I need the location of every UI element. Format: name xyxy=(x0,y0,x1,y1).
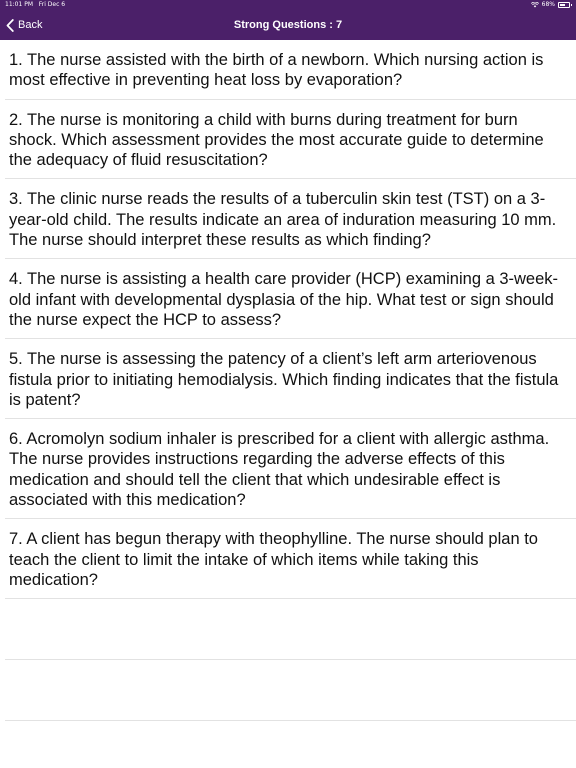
question-row-5[interactable]: 5. The nurse is assessing the patency of a client’s left arm arteriovenous fistula prior to initiating hemodialysis. Which finding indicates that the fistula is patent? xyxy=(0,339,576,419)
status-right xyxy=(531,0,570,10)
question-list xyxy=(0,40,576,721)
question-row-4[interactable]: 4. The nurse is assisting a health care provider (HCP) examining a 3-week-old infant with developmental dysplasia of the hip. What test or sign should the nurse expect the HCP to assess? xyxy=(0,259,576,339)
page-title: Strong Questions : 7 xyxy=(233,19,343,31)
question-row-6[interactable]: 6. Acromolyn sodium inhaler is prescribed for a client with allergic asthma. The nurse provides instructions regarding the adverse effects of this medication and should tell the client that which undesirable effect is associated with this medication? xyxy=(0,419,576,519)
status-bar xyxy=(0,0,576,10)
chevron-left-icon xyxy=(6,19,14,32)
battery-percent: 68% xyxy=(541,1,555,8)
empty-row xyxy=(0,599,576,660)
question-row-3[interactable]: 3. The clinic nurse reads the results of a tuberculin skin test (TST) on a 3-year-old child. The results indicate an area of induration measuring 10 mm. The nurse should interpret these results as which finding? xyxy=(0,179,576,259)
wifi-icon xyxy=(531,2,539,8)
question-row-1[interactable]: 1. The nurse assisted with the birth of a newborn. Which nursing action is most effective in preventing heat loss by evaporation? xyxy=(0,40,576,100)
status-time-date xyxy=(5,0,65,10)
back-button[interactable] xyxy=(6,10,42,40)
back-label: Back xyxy=(18,19,43,31)
status-date: Fri Dec 6 xyxy=(38,1,66,8)
battery-level xyxy=(560,4,565,6)
navigation-bar xyxy=(0,10,576,40)
question-row-2[interactable]: 2. The nurse is monitoring a child with burns during treatment for burn shock. Which assessment provides the most accurate guide to determine the adequacy of fluid resuscitation? xyxy=(0,100,576,180)
status-time: 11:01 PM xyxy=(5,1,33,8)
battery-icon xyxy=(558,2,570,8)
empty-row xyxy=(0,660,576,721)
question-row-7[interactable]: 7. A client has begun therapy with theophylline. The nurse should plan to teach the client to limit the intake of which items while taking this medication? xyxy=(0,519,576,599)
